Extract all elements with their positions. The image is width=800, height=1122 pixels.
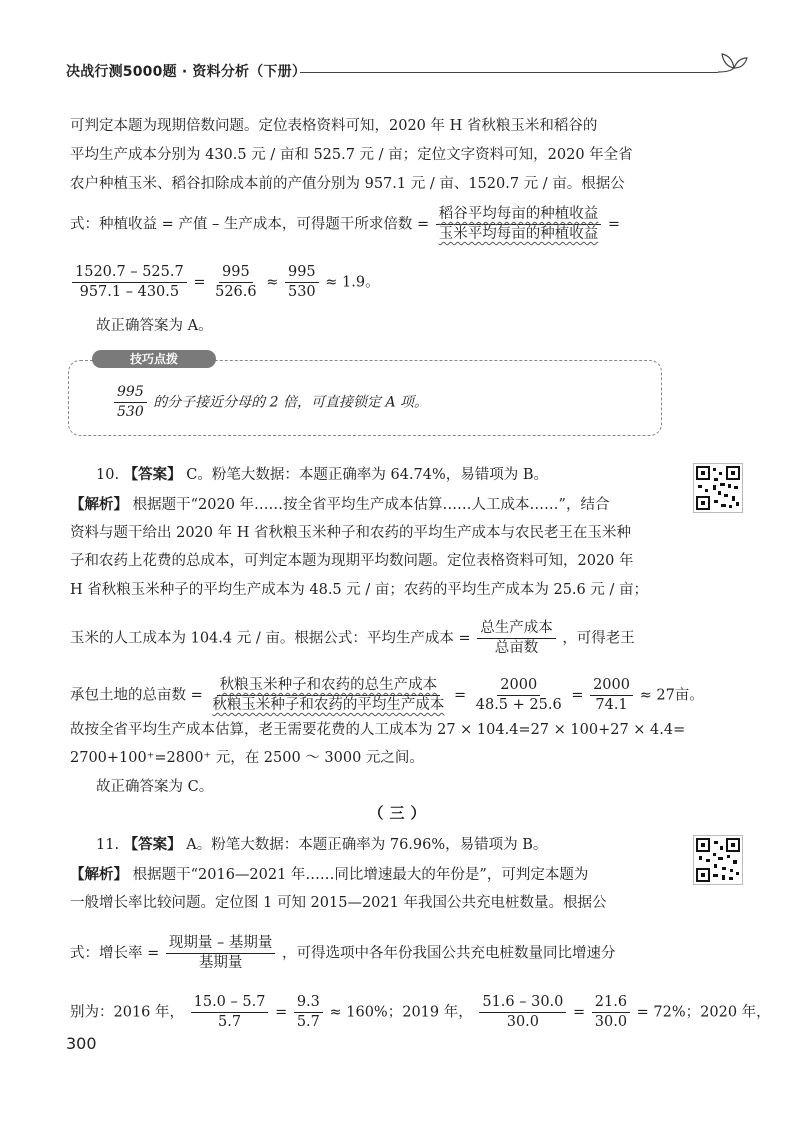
growth-2019-f2-num: 21.6 [592,994,630,1013]
q10-line-5-text: 玉米的人工成本为 104.4 元 / 亩。根据公式：平均生产成本 = [70,630,471,647]
q10-analysis-line-8: 2700+100⁺=2800⁺ 元，在 2500 ～ 3000 元之间。 [70,750,424,766]
q11-line-4-a: 别为：2016 年， [70,1004,185,1021]
eq-sign: = [275,1004,288,1021]
growth-2019-f1-num: 51.6 – 30.0 [479,994,566,1013]
q10-answer-line [96,465,548,485]
tip-text: 的分子接近分母的 2 倍，可直接锁定 A 项。 [153,394,429,411]
acres-fraction [209,677,447,714]
q10-qr-code[interactable] [693,463,743,513]
avg-cost-den: 总亩数 [494,640,539,656]
acres-fraction-3-den: 74.1 [595,697,628,713]
q11-analysis-line-3 [70,935,615,972]
q11-line-3-text: 式：增长率 = [70,945,160,962]
growth-rate-den: 基期量 [198,955,243,971]
p1-answer: 故正确答案为 A。 [96,318,213,334]
p1-line-4-text: 式：种植收益 = 产值 – 生产成本，可得题干所求倍数 = [70,216,430,233]
approx-sign: ≈ [266,274,279,291]
q10-answer-label: 【答案】 [123,466,182,483]
q11-analysis-text-1: 根据题干“2016—2021 年……同比增速最大的年份是”，可判定本题为 [132,867,589,883]
q11-line-4-b: ≈ 160%；2019 年， [329,1004,473,1021]
q11-analysis-label: 【解析】 [70,866,128,883]
q11-qr-code[interactable] [693,835,743,885]
growth-rate-fraction [166,935,275,972]
q10-number: 10. [96,467,120,483]
q10-line-6-text: 承包土地的总亩数 = [70,687,203,704]
q10-analysis-line-4: H 省秋粮玉米种子的平均生产成本为 48.5 元 / 亩；农药的平均生产成本为 25.6 元 / 亩； [70,582,648,598]
q11-analysis-line-2: 一般增长率比较问题。定位图 1 可知 2015—2021 年我国公共充电桩数量。根据公 [70,895,607,911]
growth-2019-fraction-2 [592,994,630,1031]
p1-line-3: 农户种植玉米、稻谷扣除成本前的产值分别为 957.1 元 / 亩、1520.7 元 / 亩。根据公 [70,176,625,192]
calc-fraction-2-den: 526.6 [215,284,257,300]
qr-code-icon [694,836,742,884]
growth-rate-num: 现期量 – 基期量 [166,935,275,954]
q10-analysis-text-1: 根据题干“2020 年……按全省平均生产成本估算……人工成本……”，结合 [132,497,610,513]
q10-answer: 故正确答案为 C。 [96,779,214,795]
eq-sign: = [571,687,584,704]
p1-line-4-tail: = [607,216,620,233]
tip-tag: 技巧点拨 [92,350,216,368]
growth-2016-f2-num: 9.3 [294,994,323,1013]
calc-fraction-1-den: 957.1 – 430.5 [79,284,180,300]
q10-analysis-line-2: 资料与题干给出 2020 年 H 省秋粮玉米种子和农药的平均生产成本与农民老王在玉米种 [70,525,631,541]
calc-fraction-2-num: 995 [219,264,253,283]
eq-sign: = [193,274,206,291]
tip-fraction [114,384,147,421]
acres-den: 秋粮玉米种子和农药的平均生产成本 [212,697,445,713]
calc-fraction-3-num: 995 [285,264,319,283]
q11-answer-line [96,835,547,855]
q10-analysis-line-1 [70,495,609,515]
growth-2016-fraction-1 [191,994,269,1031]
tip-fraction-den: 530 [117,404,144,420]
q11-line-3-tail: ，可得选项中各年份我国公共充电桩数量同比增速分 [281,945,616,962]
acres-fraction-3 [590,677,633,714]
header-rule [300,72,718,73]
acres-num: 秋粮玉米种子和农药的总生产成本 [217,677,441,696]
growth-2016-f2-den: 5.7 [296,1014,320,1030]
acres-fraction-2-den: 48.5 + 25.6 [475,697,562,713]
growth-2016-f1-num: 15.0 – 5.7 [191,994,269,1013]
acres-result: ≈ 27亩。 [639,687,704,704]
calc-fraction-3-den: 530 [287,284,316,300]
acres-fraction-2-num: 2000 [497,677,540,696]
sprout-icon [714,50,750,80]
result-text: ≈ 1.9。 [325,274,380,291]
q11-analysis-line-1 [70,865,588,885]
ratio-numerator: 稻谷平均每亩的种植收益 [436,206,602,225]
growth-2016-f1-den: 5.7 [218,1014,242,1030]
q10-analysis-line-3: 子和农药上花费的总成本，可判定本题为现期平均数问题。定位表格资料可知，2020 年 [70,553,634,569]
eq-sign: = [573,1004,586,1021]
calc-fraction-2 [212,264,260,301]
p1-line-5 [70,264,380,301]
q11-answer-label: 【答案】 [123,836,182,853]
calc-fraction-1 [72,264,187,301]
growth-2019-f2-den: 30.0 [594,1014,628,1030]
page-number: 300 [66,1034,97,1053]
tip-text-line [112,384,428,421]
p1-line-4 [70,206,620,243]
q10-analysis-line-6 [70,677,704,714]
calc-fraction-1-num: 1520.7 – 525.7 [72,264,187,283]
growth-2019-fraction-1 [479,994,566,1031]
growth-2019-f1-den: 30.0 [506,1014,540,1030]
q10-analysis-line-7: 故按全省平均生产成本估算，老王需要花费的人工成本为 27 × 104.4=27 × 100+27 × 4.4= [70,722,686,738]
q11-analysis-line-4 [70,994,771,1031]
section-title: （三） [368,804,432,822]
p1-line-1: 可判定本题为现期倍数问题。定位表格资料可知，2020 年 H 省秋粮玉米和稻谷的 [70,118,598,134]
tip-fraction-num: 995 [114,384,147,403]
q11-number: 11. [96,837,120,853]
avg-cost-fraction [477,620,556,657]
running-header-title: 决战行测5000题 · 资料分析（下册） [66,64,307,80]
q10-analysis-line-5 [70,620,635,657]
ratio-fraction [436,206,602,243]
avg-cost-num: 总生产成本 [477,620,556,639]
q11-answer-text: A。粉笔大数据：本题正确率为 76.96%，易错项为 B。 [186,837,548,853]
eq-sign: = [453,687,467,704]
acres-fraction-3-num: 2000 [590,677,633,696]
ratio-denominator: 玉米平均每亩的种植收益 [438,226,599,242]
p1-line-2: 平均生产成本分别为 430.5 元 / 亩和 525.7 元 / 亩；定位文字资料可知，2020 年全省 [70,147,633,163]
q11-line-4-c: = 72%；2020 年， [636,1004,771,1021]
q10-answer-text: C。粉笔大数据：本题正确率为 64.74%，易错项为 B。 [186,467,549,483]
calc-fraction-3 [285,264,319,301]
acres-fraction-2 [473,677,565,714]
qr-code-icon [694,464,742,512]
growth-2016-fraction-2 [294,994,323,1031]
q10-analysis-label: 【解析】 [70,496,128,513]
q10-line-5-tail: ，可得老王 [562,630,635,647]
